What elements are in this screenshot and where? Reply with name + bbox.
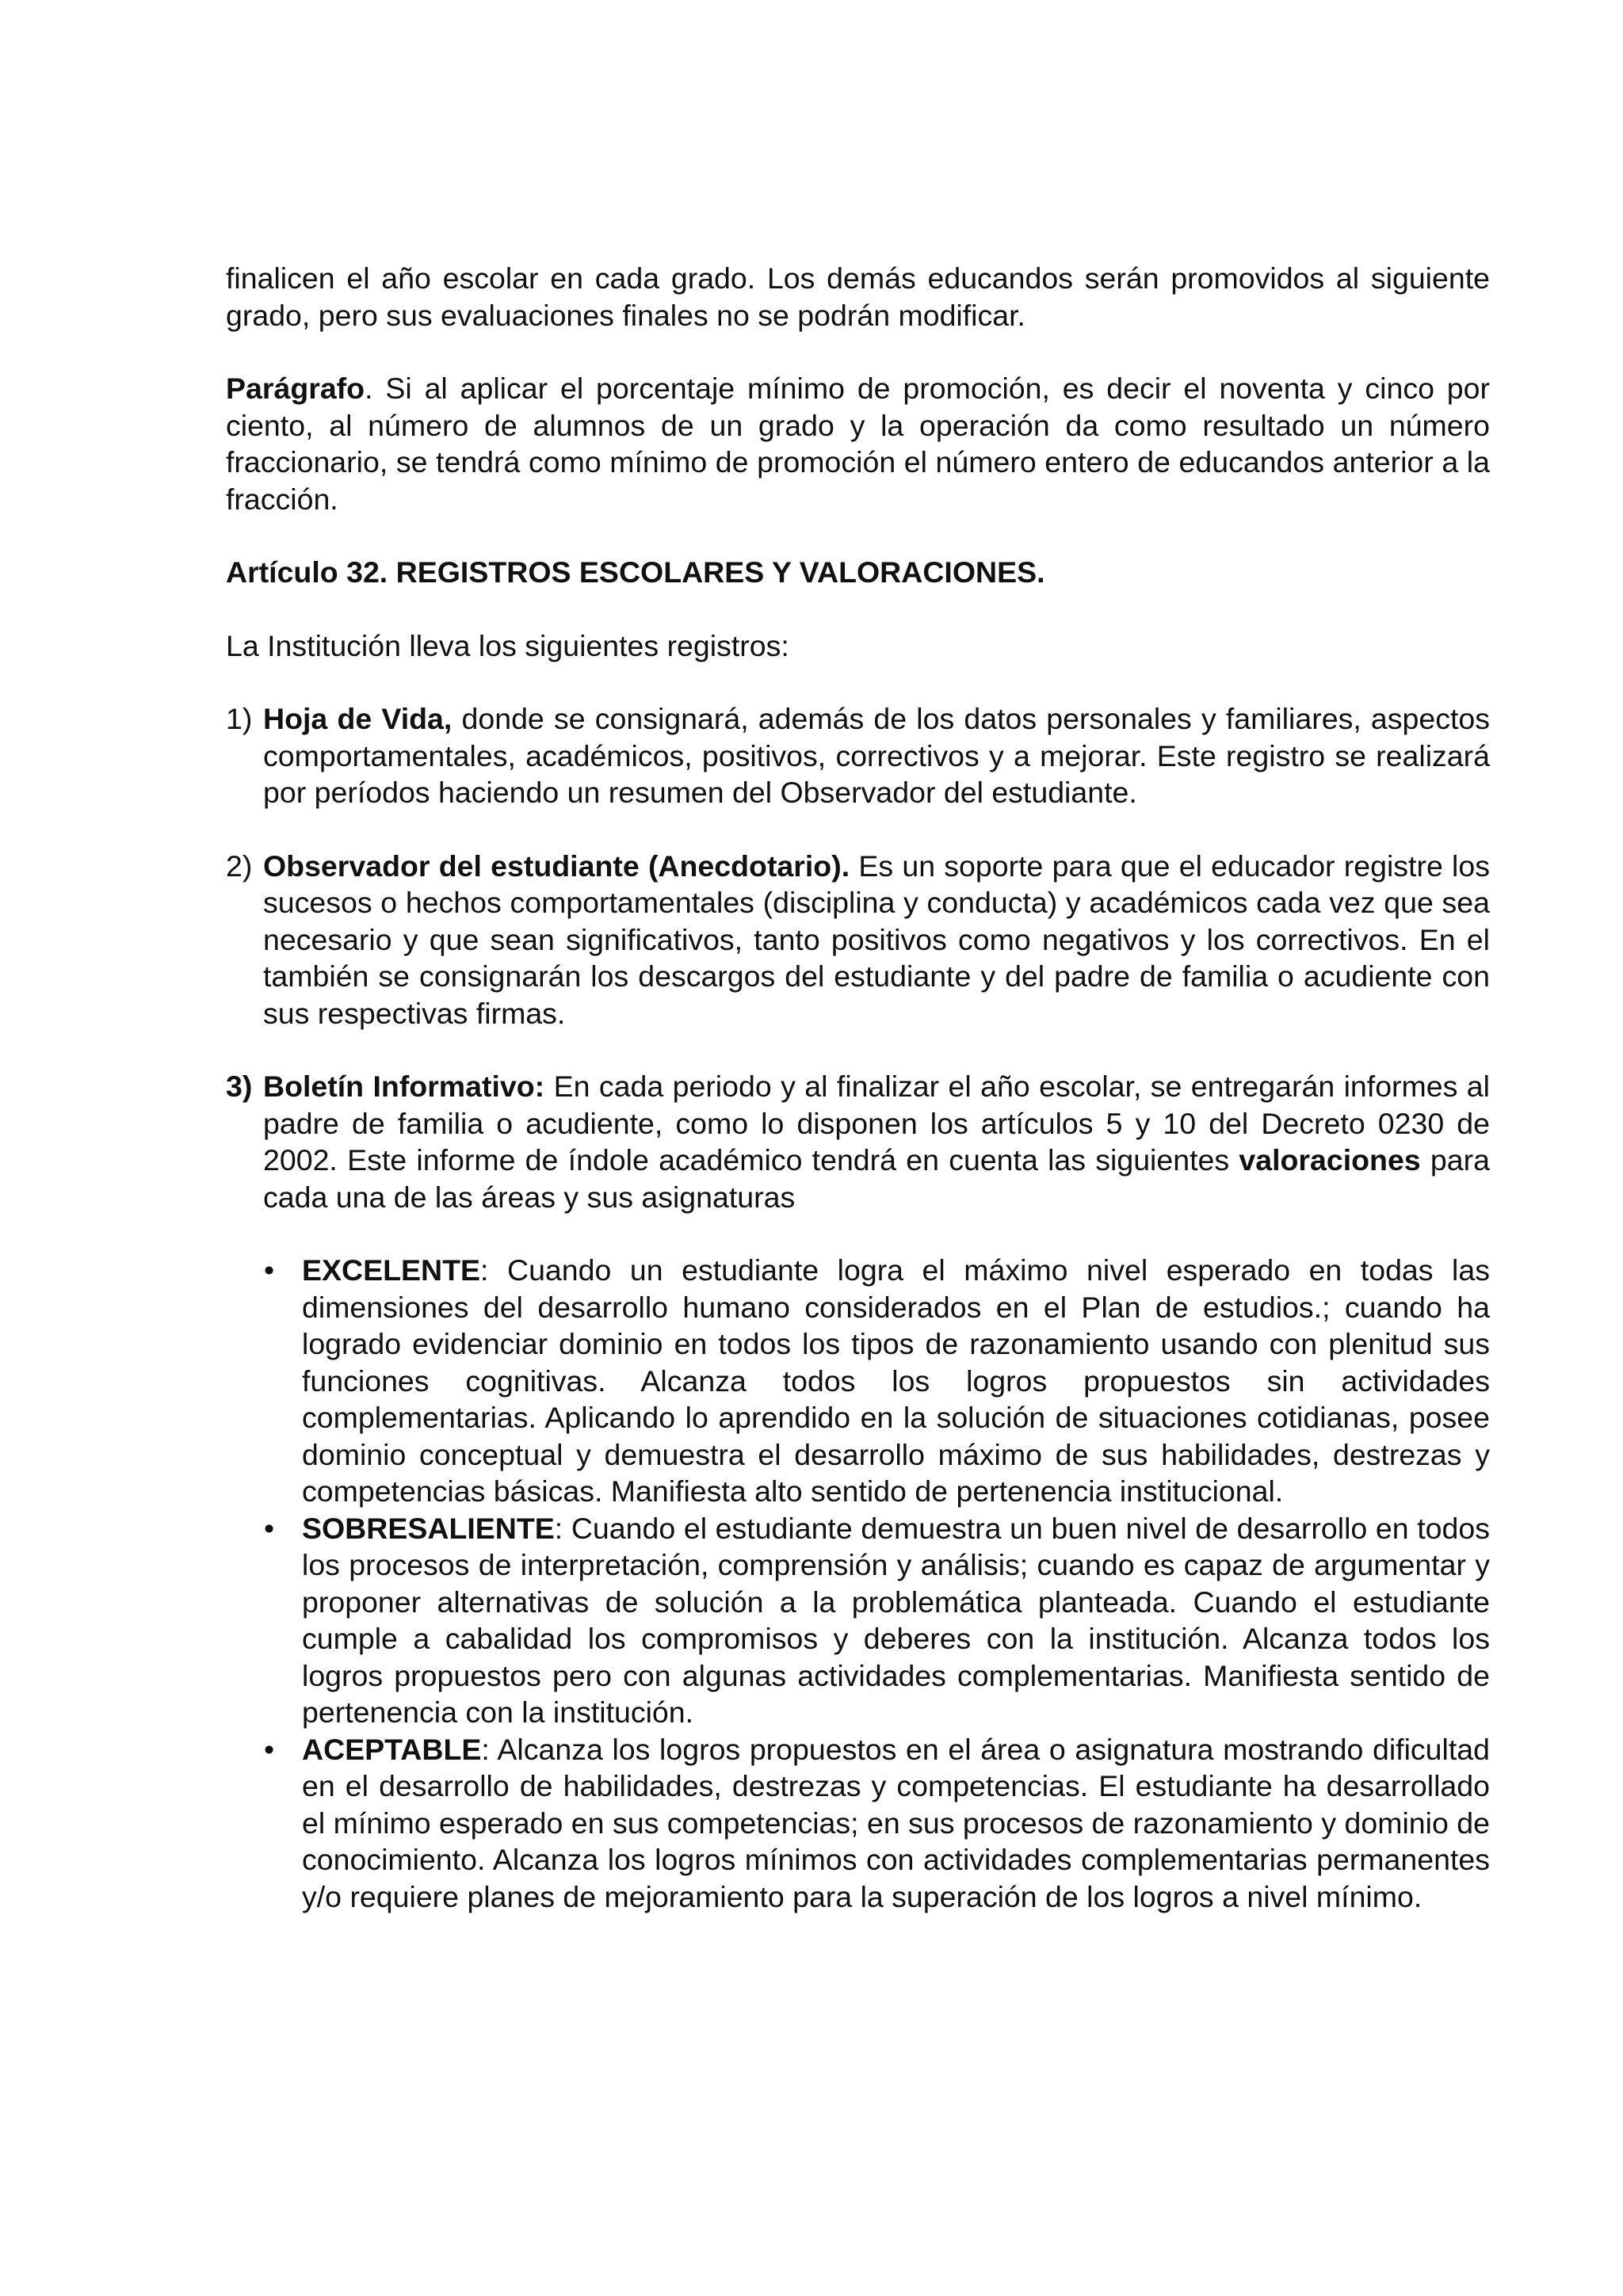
item-number: 2) bbox=[226, 849, 253, 883]
valoracion-aceptable bbox=[264, 1731, 1490, 1916]
item-emphasis: valoraciones bbox=[1239, 1143, 1421, 1177]
item-label: Observador del estudiante (Anecdotario). bbox=[263, 849, 850, 883]
item-label: Boletín Informativo: bbox=[263, 1070, 545, 1103]
item-label: Hoja de Vida, bbox=[263, 702, 453, 735]
valoracion-excelente bbox=[264, 1252, 1490, 1510]
valoracion-sobresaliente bbox=[264, 1510, 1490, 1731]
valoracion-text: : Alcanza los logros propuestos en el área o asignatura mostrando dificultad en el desarrollo de habilidades, destrezas y competencias. El estudiante ha desarrollado el mínimo esperado en sus competencias; en sus procesos de razonamiento y dominio de conocimiento. Alcanza los logros mínimos con actividades complementarias permanentes y/o requiere planes de mejoramiento para la superación de los logros a nivel mínimo. bbox=[302, 1732, 1490, 1913]
paragrafo-text: . Si al aplicar el porcentaje mínimo de promoción, es decir el noventa y cinco por ciento, al número de alumnos de un grado y la operación da como resultado un número fraccionario, se tendrá como mínimo de promoción el número entero de educandos anterior a la fracción. bbox=[226, 372, 1490, 516]
article-heading-text: Artículo 32. REGISTROS ESCOLARES Y VALORACIONES. bbox=[226, 555, 1045, 589]
item-text: Es un soporte para que el educador registre los sucesos o hechos comportamentales (disciplina y conducta) y académicos cada vez que sea necesario y que sean significativos, tanto positivos como negativos y los correctivos. En el también se consignarán los descargos del estudiante y del padre de familia o acudiente con sus respectivas firmas. bbox=[263, 849, 1490, 1030]
bullet-icon: • bbox=[264, 1511, 275, 1545]
document-page bbox=[226, 260, 1490, 1915]
item-text: donde se consignará, además de los datos personales y familiares, aspectos comportamentales, académicos, positivos, correctivos y a mejorar. Este registro se realizará por períodos haciendo un resumen del Observador del estudiante. bbox=[263, 702, 1491, 809]
valoracion-label: SOBRESALIENTE bbox=[302, 1511, 555, 1545]
valoracion-text: : Cuando el estudiante demuestra un buen nivel de desarrollo en todos los procesos de interpretación, comprensión y análisis; cuando es capaz de argumentar y proponer alternativas de solución a la problemática planteada. Cuando el estudiante cumple a cabalidad los compromisos y deberes con la institución. Alcanza todos los logros propuestos pero con algunas actividades complementarias. Manifiesta sentido de pertenencia con la institución. bbox=[302, 1511, 1490, 1729]
bullet-icon: • bbox=[264, 1732, 275, 1766]
registro-item-boletin bbox=[226, 1068, 1490, 1215]
valoracion-label: EXCELENTE bbox=[302, 1253, 481, 1287]
valoracion-text: : Cuando un estudiante logra el máximo nivel esperado en todas las dimensiones del desarrollo humano considerados en el Plan de estudios.; cuando ha logrado evidenciar dominio en todos los tipos de razonamiento usando con plenitud sus funciones cognitivas. Alcanza todos los logros propuestos sin actividades complementarias. Aplicando lo aprendido en la solución de situaciones cotidianas, posee dominio conceptual y demuestra el desarrollo máximo de sus habilidades, destrezas y competencias básicas. Manifiesta alto sentido de pertenencia institucional. bbox=[302, 1253, 1490, 1508]
item-number: 3) bbox=[226, 1070, 253, 1103]
item-text-after: para cada una de las áreas y sus asignaturas bbox=[263, 1143, 1490, 1214]
paragrafo-paragraph bbox=[226, 370, 1490, 517]
registro-item-observador bbox=[226, 848, 1490, 1032]
paragrafo-label: Parágrafo bbox=[226, 372, 365, 405]
bullet-icon: • bbox=[264, 1253, 275, 1287]
registros-intro: La Institución lleva los siguientes registros: bbox=[226, 628, 789, 662]
item-number: 1) bbox=[226, 702, 253, 735]
valoraciones-list bbox=[226, 1252, 1490, 1915]
article-heading bbox=[226, 554, 1490, 591]
intro-paragraph: finalicen el año escolar en cada grado. Los demás educandos serán promovidos al siguiente grado, pero sus evaluaciones finales no se podrán modificar. bbox=[226, 261, 1490, 332]
valoracion-label: ACEPTABLE bbox=[302, 1732, 482, 1766]
item-text: En cada periodo y al finalizar el año escolar, se entregarán informes al padre de familia o acudiente, como lo disponen los artículos 5 y 10 del Decreto 0230 de 2002. Este informe de índole académico tendrá en cuenta las siguientes bbox=[263, 1070, 1490, 1177]
registro-item-hoja-de-vida bbox=[226, 700, 1490, 811]
